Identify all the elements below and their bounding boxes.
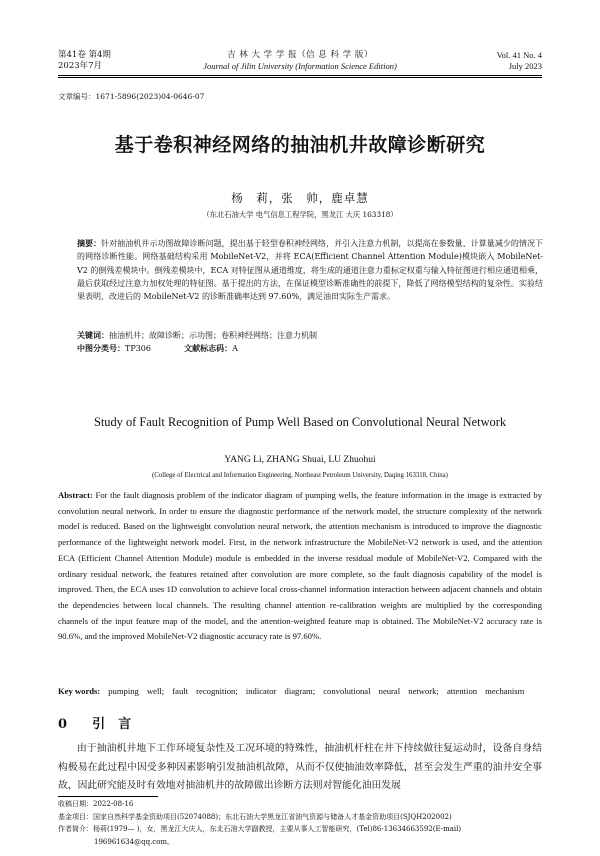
section-title: 引 言 bbox=[92, 717, 132, 732]
clc-label: 中图分类号： bbox=[77, 343, 125, 353]
header-vol-no-en: Vol. 41 No. 4 bbox=[496, 50, 542, 60]
footnote-email: 196961634@qq.com。 bbox=[94, 837, 175, 846]
footnote-rule bbox=[58, 796, 158, 797]
authors-en: YANG Li, ZHANG Shuai, LU Zhuohui bbox=[224, 455, 376, 465]
classification bbox=[77, 342, 543, 355]
header-volume-issue: 第41卷 第4期 bbox=[58, 50, 111, 60]
clc-value: TP306 bbox=[125, 344, 151, 353]
abstract-en-text: For the fault diagnosis problem of the indicator diagram of pumping wells, the feature information in the image is extracted by convolution neural network. In order to ensure the diagnostic performance of the network model, the structure complexity of the network model is reduced. Based on the lightweight convolution neural network, the attention mechanism is introduced to improve the diagnostic performance of the lightweight network model. First, in the network infrastructure the MobileNet-V2 network is used, and the attention ECA (Efficient Channel Attention Module) module is embedded in the inverse residual module of MobileNet-V2. Compared with the ordinary residual network, the features retained after convolution are more complete, so the fault diagnosis capability of the model is improved. Then, the ECA uses 1D convolution to achieve local cross-channel information interaction between adjacent channels and obtain the dependencies between local channels. The resulting channel attention re-calibration weights are multiplied by the corresponding channels of the input feature map of the model, and the attention-weighted feature map is obtained. The MobileNet-V2 accuracy rate is 90.6%, and the improved MobileNet-V2 diagnostic accuracy rate is 97.60%. bbox=[58, 490, 542, 642]
paper-title-zh: 基于卷积神经网络的抽油机井故障诊断研究 bbox=[114, 134, 486, 156]
keywords-zh-label: 关键词： bbox=[77, 330, 109, 340]
header-rule-bottom bbox=[58, 77, 542, 78]
footnote-fund: 基金项目：国家自然科学基金资助项目(52074088)；东北石油大学黑龙江省油气资源与储备人才基金资助项目(SJQH202002) bbox=[58, 812, 452, 821]
footnote-author: 作者简介：杨莉(1979— )，女，黑龙江大庆人，东北石油大学副教授，主要从事人工智能研究，(Tel)86-13634663592(E-mail) bbox=[58, 825, 462, 833]
paper-title-en: Study of Fault Recognition of Pump Well Based on Convolutional Neural Network bbox=[93, 415, 507, 429]
header-volume bbox=[58, 50, 111, 72]
journal-name-en: Journal of Jilin University (Information Science Edition) bbox=[203, 61, 397, 71]
section-number: 0 bbox=[58, 717, 68, 732]
abstract-zh bbox=[77, 237, 543, 303]
header-date-en: July 2023 bbox=[508, 61, 542, 71]
keywords-en bbox=[58, 684, 542, 700]
authors-zh: 杨 莉，张 帅，鹿卓慧 bbox=[231, 191, 369, 205]
doc-code-label: 文献标志码： bbox=[184, 343, 233, 353]
header-date-zh: 2023年7月 bbox=[58, 61, 103, 71]
section-heading bbox=[58, 713, 131, 732]
abstract-zh-label: 摘要： bbox=[77, 238, 102, 248]
keywords-zh-text: 抽油机井；故障诊断；示功图；卷积神经网络；注意力机制 bbox=[109, 331, 317, 340]
body-paragraph: 由于抽油机井地下工作环境复杂性及工况环境的特殊性，抽油机杆柱在井下持续做往复运动时，设备自身结构极易在此过程中因受多种因素影响引发抽油机故障，从而不仅使抽油效率降低，甚至会发生严重的油井安全事故，因此研究能及时有效地对抽油机井的故障做出诊断方法则对智能化油田发展 bbox=[58, 743, 542, 791]
header-rule-top bbox=[58, 75, 542, 76]
keywords-en-text: pumping well; fault recognition; indicator diagram; convolutional neural network; attention mechanism bbox=[108, 686, 525, 696]
keywords-zh bbox=[77, 329, 543, 342]
footnote-received: 收稿日期：2022-08-16 bbox=[58, 800, 134, 808]
keywords-en-label: Key words: bbox=[58, 686, 101, 696]
affiliation-zh: （东北石油大学 电气信息工程学院，黑龙江 大庆 163318） bbox=[202, 210, 398, 219]
header-volume-en bbox=[497, 50, 542, 72]
doc-code-value: A bbox=[232, 344, 238, 353]
footnote bbox=[58, 798, 542, 848]
header-journal bbox=[150, 50, 450, 72]
article-id: 文章编号：1671-5896(2023)04-0646-07 bbox=[58, 92, 205, 101]
abstract-en bbox=[58, 488, 542, 645]
abstract-en-label: Abstract: bbox=[58, 490, 93, 500]
journal-name-zh: 吉 林 大 学 学 报（信 息 科 学 版） bbox=[227, 50, 373, 60]
abstract-zh-text: 针对抽油机井示功图故障诊断问题，提出基于轻型卷积神经网络，并引入注意力机制，以提高在参数量、计算量减少的情况下的网络诊断性能。网络基础结构采用 MobileNet-V2，并将 ECA(Efficient Channel Attention Module)模块嵌入 MobileNet-V2 的倒残差模块中。倒残差模块中，ECA 对特征图从通道维度，将生成的通道注意力重标定权重与输入特征图进行相应通道相乘，最后获取经过注意力加权处理的特征图。基于提出的方法，在保证模型诊断准确性的前提下，降低了网络模型结构的复杂性。实验结果表明，改进后的 MobileNet-V2 的诊断准确率达到 97.60%，满足油田实际生产需求。 bbox=[77, 239, 543, 302]
affiliation-en: (College of Electrical and Information Engineering, Northeast Petroleum University, Daqing 163318, China) bbox=[152, 472, 448, 479]
